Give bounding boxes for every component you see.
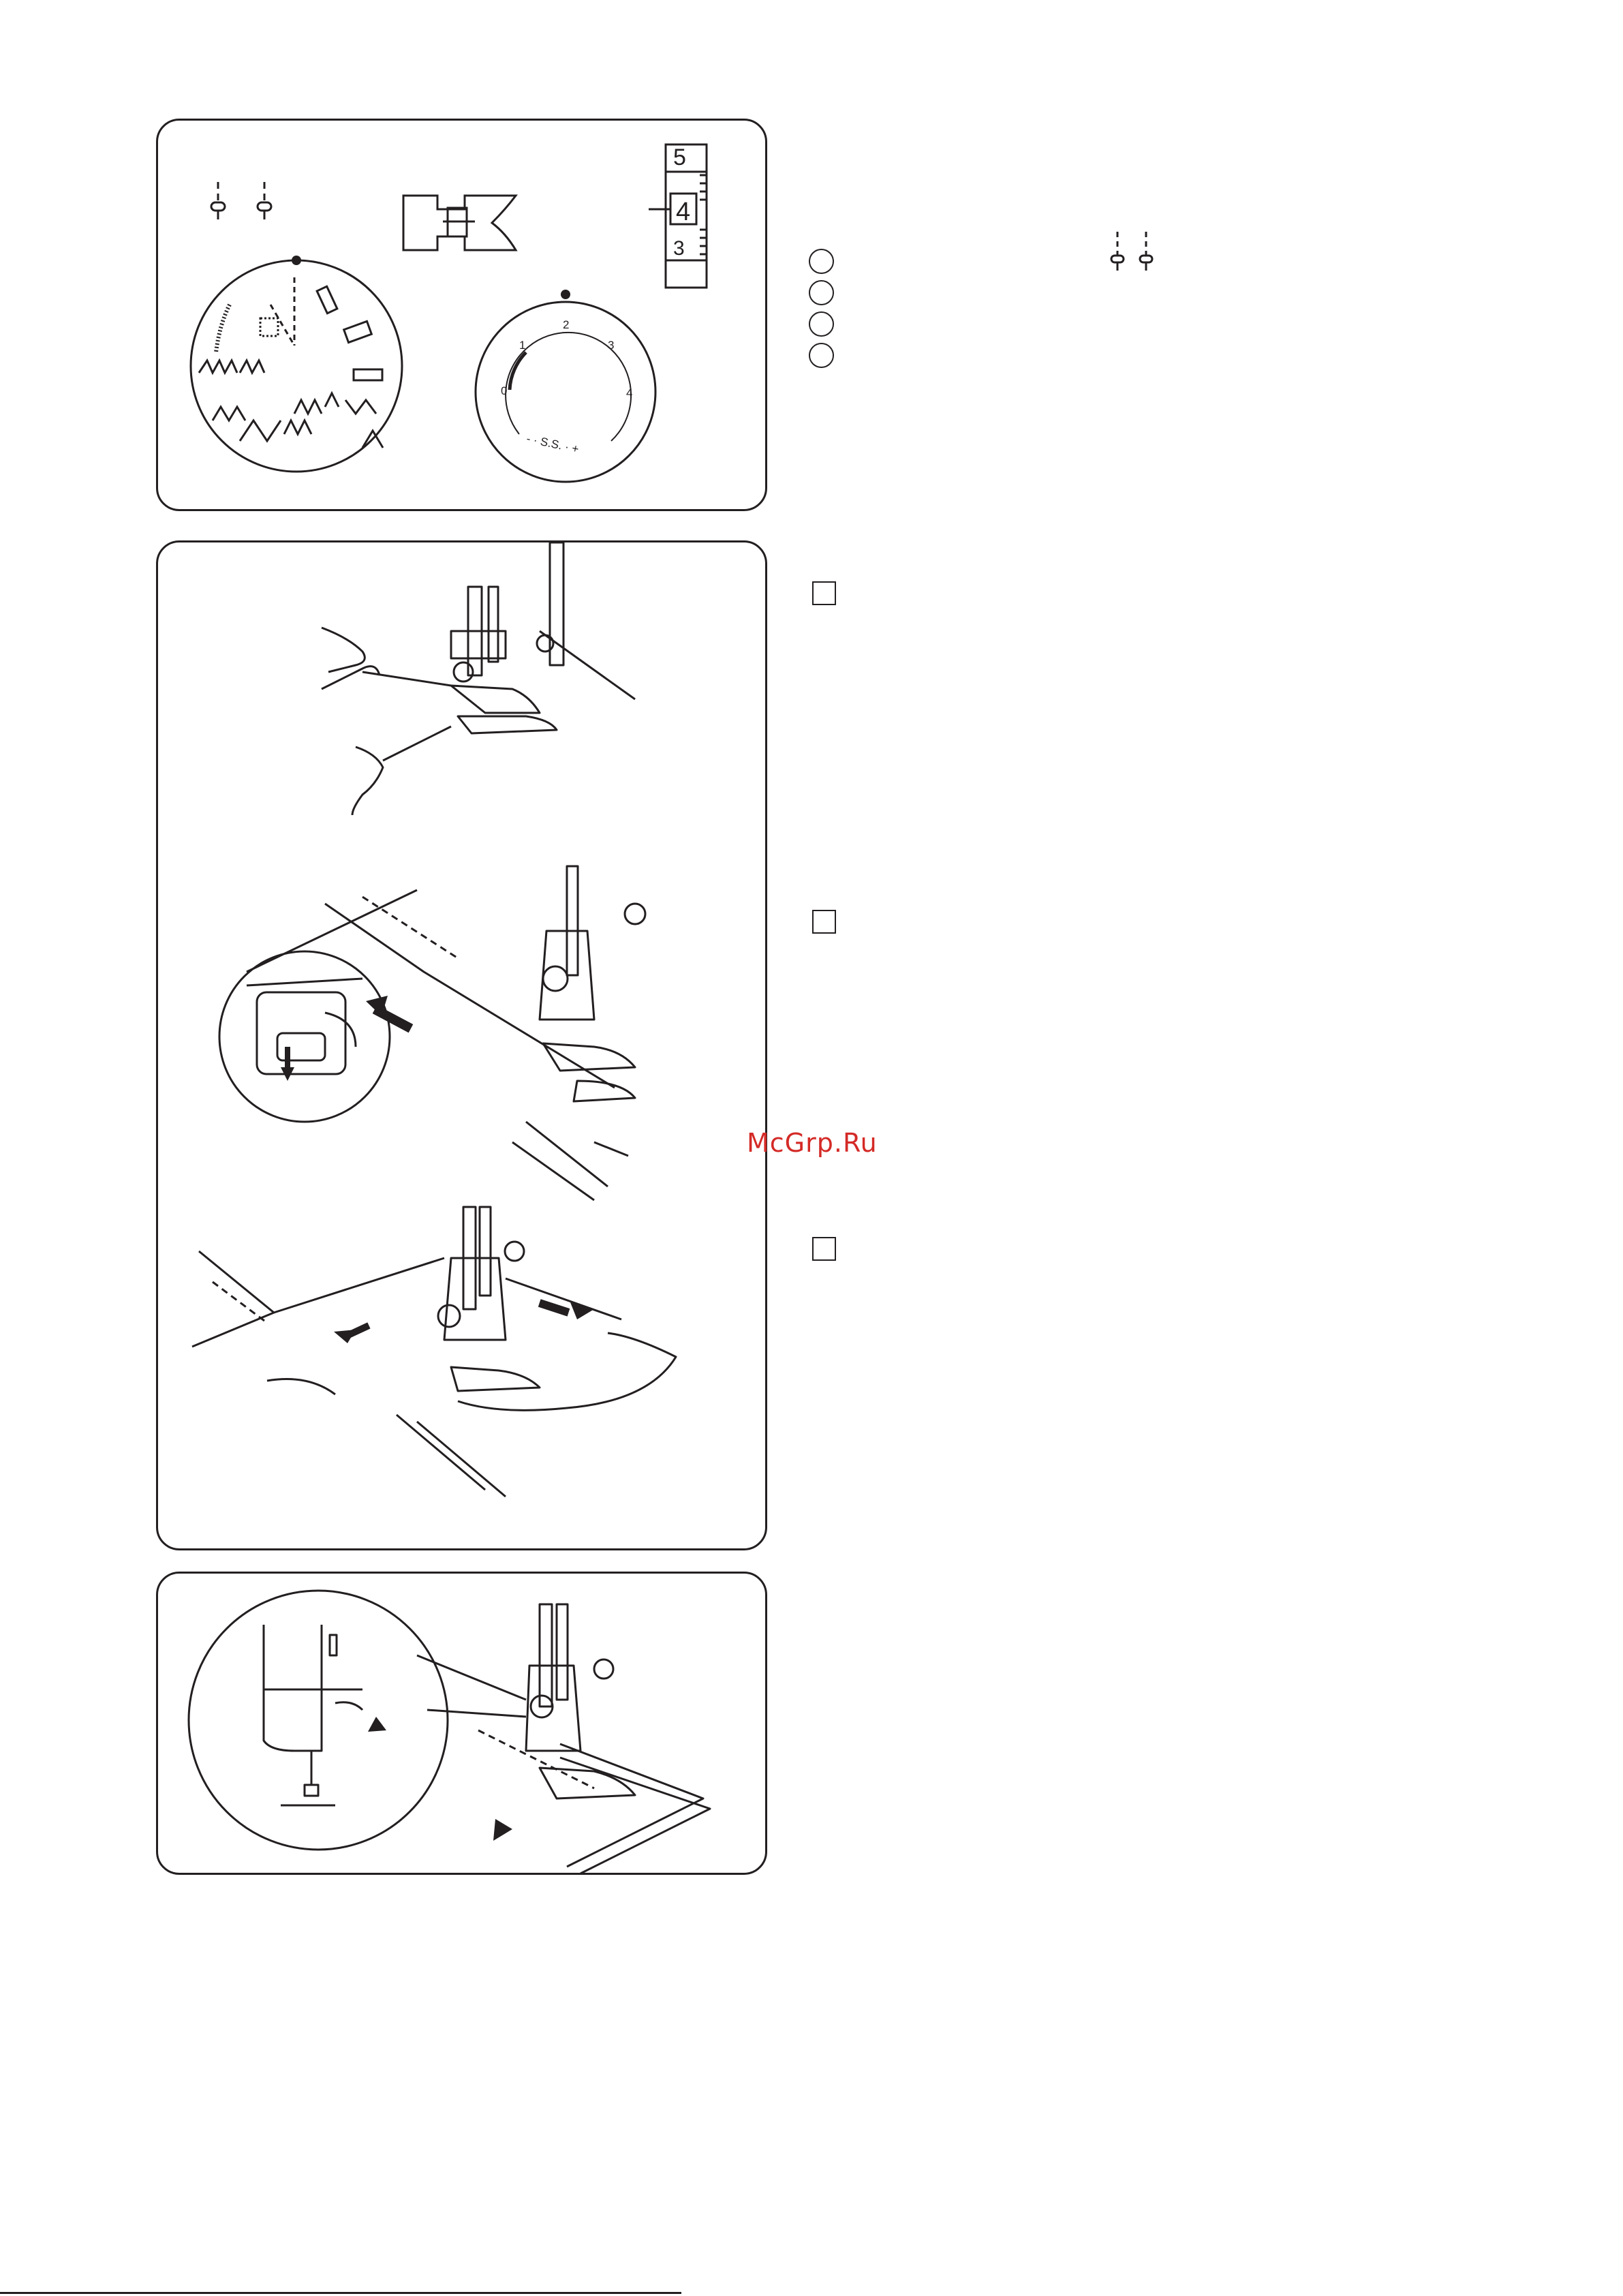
step-lower-foot-illustration — [219, 542, 645, 1200]
settings-panel — [156, 119, 767, 511]
sewing-steps-panel — [156, 540, 767, 1550]
presser-foot-icon — [403, 196, 516, 250]
width-4-label: 4 — [626, 386, 633, 399]
step-square-1 — [812, 581, 836, 605]
width-0-label: 0 — [501, 384, 508, 397]
page-bottom-rule — [0, 2292, 681, 2294]
dial-index-dot — [561, 290, 570, 299]
step-pull-threads-illustration — [192, 1207, 676, 1497]
length-4-label: 4 — [676, 198, 691, 226]
width-2-label: 2 — [563, 318, 570, 331]
lift-arrows — [368, 1717, 512, 1841]
length-5-label: 5 — [673, 144, 686, 170]
step-square-2 — [812, 910, 836, 934]
sewing-steps-illustration — [158, 542, 765, 1548]
settings-illustration — [158, 121, 765, 509]
step-circle-4 — [809, 343, 834, 368]
step-hold-threads-illustration — [322, 587, 635, 815]
pattern-selector-dial — [191, 260, 402, 472]
step-circle-2 — [809, 280, 834, 305]
detail-magnifier — [189, 1591, 448, 1850]
presser-foot-illustration — [158, 1574, 765, 1873]
needle-position-icon — [211, 182, 271, 219]
presser-foot-panel — [156, 1572, 767, 1875]
width-1-label: 1 — [519, 339, 526, 352]
step-circle-3 — [809, 311, 834, 337]
step-circle-1 — [809, 249, 834, 274]
step-square-3 — [812, 1237, 836, 1261]
width-3-label: 3 — [608, 339, 615, 352]
watermark-text: McGrp.Ru — [747, 1128, 878, 1158]
length-3-label: 3 — [673, 237, 685, 260]
width-ss-label: - · S.S. · + — [525, 431, 581, 456]
needle-position-inline-icon — [1104, 228, 1158, 276]
dial-index-dot — [292, 256, 301, 265]
